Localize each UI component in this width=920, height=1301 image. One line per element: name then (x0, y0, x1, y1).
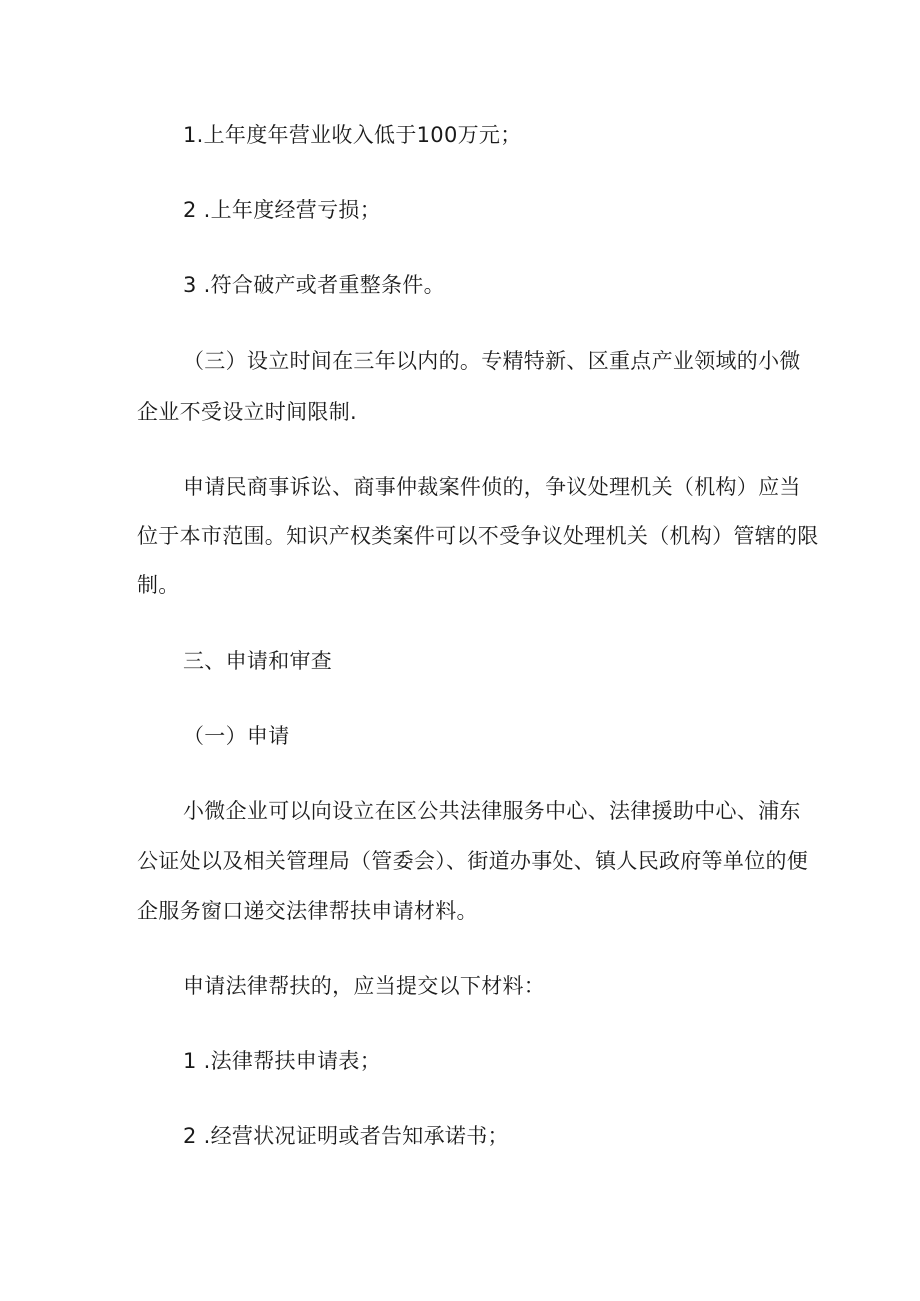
application-paragraph-line-2: 公证处以及相关管理局（管委会）、街道办事处、镇人民政府等单位的便 (137, 849, 809, 873)
condition-item-1: 1.上年度年营业收入低于100万元； (183, 123, 522, 147)
materials-intro: 申请法律帮扶的，应当提交以下材料： (183, 974, 546, 998)
application-paragraph-line-1: 小微企业可以向设立在区公共法律服务中心、法律援助中心、浦东 (183, 799, 801, 823)
litigation-paragraph-line-3: 制。 (137, 573, 180, 597)
condition-item-2: 2 .上年度经营亏损； (183, 198, 382, 222)
section-heading: 三、申请和审查 (183, 649, 333, 673)
application-paragraph-line-3: 企服务窗口递交法律帮扶申请材料。 (137, 899, 478, 923)
condition-item-3: 3 .符合破产或者重整条件。 (183, 273, 445, 297)
material-item-1: 1 .法律帮扶申请表； (183, 1049, 382, 1073)
paragraph-three-line-2: 企业不受设立时间限制. (137, 400, 357, 424)
subsection-heading: （一）申请 (183, 724, 290, 748)
material-item-2: 2 .经营状况证明或者告知承诺书； (183, 1124, 509, 1148)
paragraph-three-line-1: （三）设立时间在三年以内的。专精特新、区重点产业领域的小微 (183, 349, 801, 373)
litigation-paragraph-line-1: 申请民商事诉讼、商事仲裁案件侦的，争议处理机关（机构）应当 (183, 475, 801, 499)
litigation-paragraph-line-2: 位于本市范围。知识产权类案件可以不受争议处理机关（机构）管辖的限 (137, 524, 819, 548)
